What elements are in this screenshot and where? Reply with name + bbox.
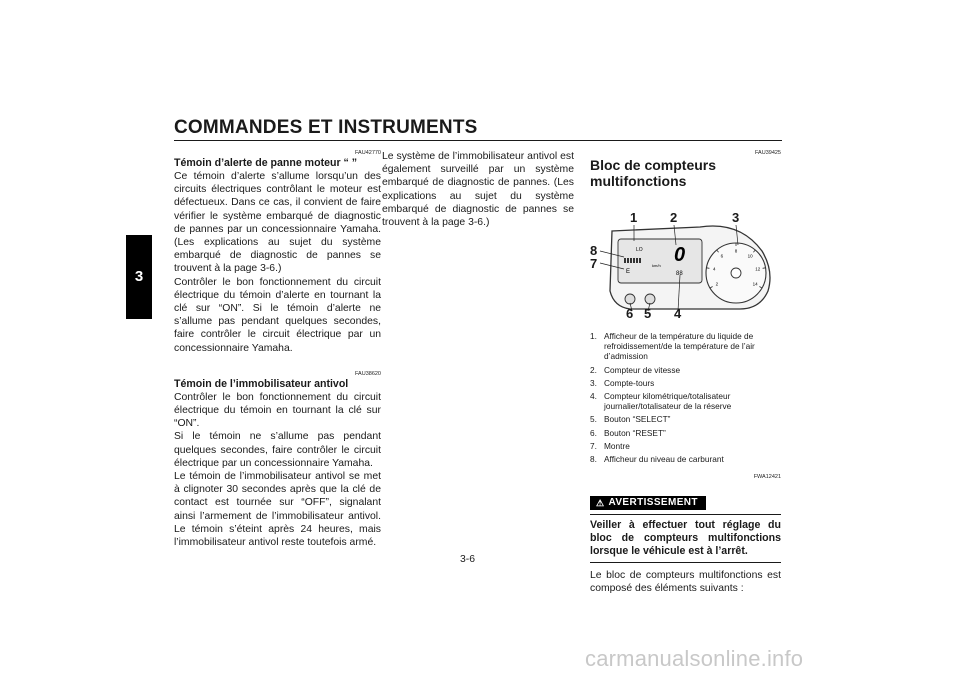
- section-title-multifunction-meter: Bloc de compteurs multifonctions: [590, 157, 717, 189]
- warning-triangle-icon: ⚠: [596, 498, 605, 509]
- warning-label-box: [590, 495, 781, 511]
- caption-text: Afficheur du niveau de carburant: [604, 454, 724, 465]
- tacho-tick-label: 10: [747, 253, 753, 259]
- column-3: [590, 150, 781, 596]
- engine-warning-title: Témoin d’alerte de panne moteur “ ”: [174, 157, 358, 169]
- warning-rule-bottom: [590, 562, 781, 563]
- callout-2: 2: [670, 210, 678, 225]
- caption-text: Compteur de vitesse: [604, 364, 681, 375]
- tacho-tick-label: 14: [752, 281, 758, 287]
- caption-item: [590, 378, 781, 388]
- caption-item: [590, 391, 781, 411]
- caption-text: Compteur kilométrique/totalisateur journalier/totalisateur de la réserve: [604, 391, 732, 412]
- chapter-tab: 3: [126, 235, 152, 319]
- callout-3: 3: [732, 210, 740, 225]
- column-2: [382, 150, 574, 229]
- paragraph: Ce témoin d’alerte s’allume lorsqu’un des circuits électriques contrôlant le moteur est défectueux. Dans ce cas, il convient de faire vérifier le système embarqué de diagnostic de pannes par un concessionnaire Yamaha. (Les explications au sujet du système embarqué de diagnostic de pannes se trouvent à la page 3-6.): [174, 171, 381, 275]
- tacho-tick-label: 12: [755, 266, 761, 272]
- paragraph: Le témoin de l’immobilisateur antivol se met à clignoter 30 secondes après que la clé de contact est tournée sur “OFF”, signalant ainsi l’armement de l’immobilisateur antivol. Le témoin s’éteint après 24 heures, mais l’immobilisateur antivol reste toutefois armé.: [174, 471, 381, 549]
- caption-text: Afficheur de la température du liquide de refroidissement/de la température de l’air d’admission: [604, 331, 755, 362]
- caption-item: [590, 331, 781, 362]
- lcd-fuel-text: E: [626, 269, 631, 275]
- lcd-speed-text: 0: [674, 244, 686, 266]
- tacho-tick-label: 8: [734, 248, 738, 254]
- caption-item: [590, 454, 781, 464]
- caption-number: 4.: [590, 391, 597, 402]
- warning-label-text: AVERTISSEMENT: [608, 497, 698, 509]
- caption-text: Bouton “RESET”: [604, 427, 666, 438]
- caption-item: [590, 365, 781, 375]
- paragraph: Si le témoin ne s’allume pas pendant quelques secondes, faire contrôler le circuit électrique par un concessionnaire Yamaha.: [174, 431, 381, 469]
- select-button-shape: [645, 294, 655, 304]
- warning-code: FWA12421: [753, 474, 781, 481]
- header-rule: [174, 140, 782, 141]
- section-code: FAU38620: [355, 370, 381, 377]
- callout-8: 8: [590, 243, 598, 258]
- caption-item: [590, 414, 781, 424]
- callout-1: 1: [630, 210, 638, 225]
- section-heading-engine-warning: [174, 157, 381, 170]
- page-number: 3-6: [460, 554, 476, 565]
- callout-5: 5: [644, 306, 652, 321]
- warning-text: Veiller à effectuer tout réglage du bloc de compteurs multifonctions lorsque le véhicule est à l’arrêt.: [590, 519, 781, 558]
- lcd-trip-text: 88: [676, 271, 683, 277]
- caption-number: 7.: [590, 440, 597, 451]
- caption-text: Bouton “SELECT”: [604, 414, 671, 425]
- paragraph: Le bloc de compteurs multifonctions est composé des éléments suivants :: [590, 570, 781, 595]
- caption-number: 1.: [590, 331, 597, 341]
- tacho-tick-mark: [707, 268, 710, 269]
- meter-figure: [590, 211, 781, 323]
- lcd-temp-text: LO: [636, 247, 643, 253]
- meter-illustration: [590, 211, 781, 323]
- warning-rule: [590, 514, 781, 515]
- callout-7: 7: [590, 256, 598, 271]
- column-1: [174, 150, 381, 549]
- paragraph: Contrôler le bon fonctionnement du circuit électrique du témoin d’alerte en tournant la clé sur “ON”. Si le témoin d’alerte ne s’allume pas pendant quelques secondes, faire contrôler le circuit électrique par un concessionnaire Yamaha.: [174, 276, 381, 354]
- tacho-tick-mark: [763, 268, 766, 269]
- watermark: carmanualsonline.info: [585, 646, 804, 671]
- page-title: COMMANDES ET INSTRUMENTS: [174, 117, 478, 138]
- caption-text: Compte-tours: [604, 377, 655, 388]
- caption-item: [590, 428, 781, 438]
- tacho-tick-label: 6: [720, 253, 724, 259]
- paragraph: Le système de l’immobilisateur antivol est également surveillé par un système embarqué de diagnostic de pannes. (Les explications au sujet du système embarqué de diagnostic de pannes se trouvent à la page 3-6.): [382, 151, 574, 229]
- tacho-tick-label: 4: [713, 266, 716, 272]
- caption-number: 3.: [590, 377, 597, 388]
- figure-captions: [590, 331, 781, 464]
- tachometer-hub: [731, 268, 741, 278]
- caption-text: Montre: [604, 440, 630, 451]
- paragraph: Contrôler le bon fonctionnement du circuit électrique du témoin en tournant la clé sur “ON”.: [174, 391, 381, 430]
- caption-number: 8.: [590, 454, 597, 465]
- caption-number: 2.: [590, 364, 597, 375]
- callout-6: 6: [626, 306, 634, 321]
- section-heading-immobilizer: Témoin de l’immobilisateur antivol: [174, 377, 349, 390]
- callout-4: 4: [674, 306, 682, 321]
- caption-number: 6.: [590, 427, 597, 438]
- section-code: FAU42770: [355, 150, 381, 156]
- caption-number: 5.: [590, 414, 597, 425]
- warning-label: [590, 496, 706, 510]
- reset-button-shape: [625, 294, 635, 304]
- section-code: FAU39425: [755, 150, 781, 156]
- tacho-tick-label: 2: [715, 281, 719, 287]
- caption-item: [590, 441, 781, 451]
- lcd-unit-text: km/h: [652, 263, 661, 268]
